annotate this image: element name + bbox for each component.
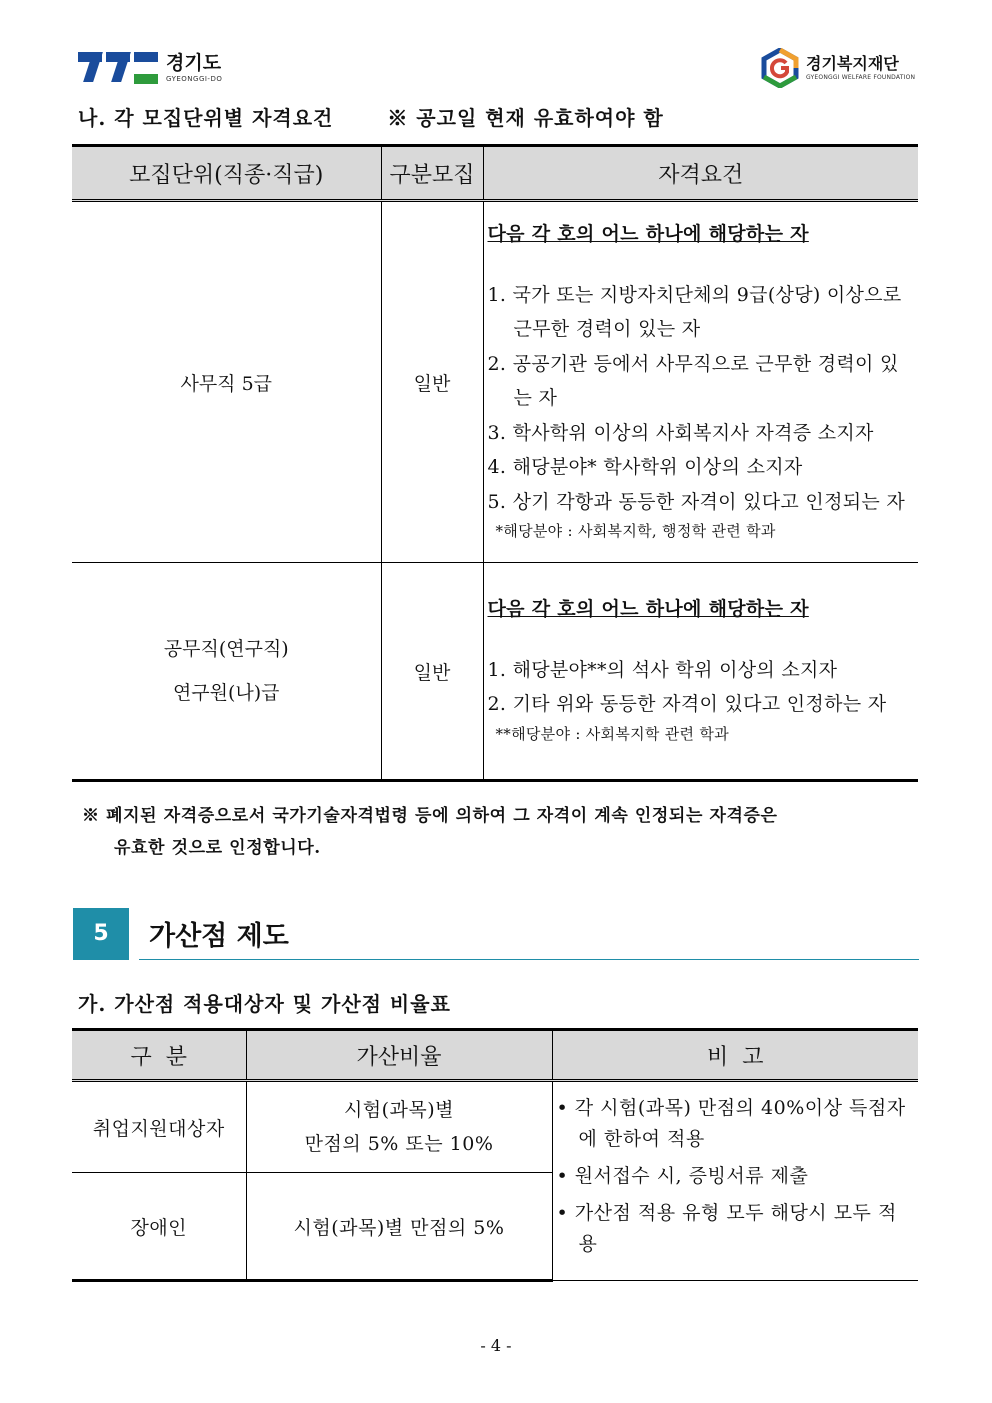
- list-item: 5. 상기 각항과 동등한 자격이 있다고 인정되는 자: [487, 490, 906, 513]
- welfare-logo-english: GYEONGGI WELFARE FOUNDATION: [806, 73, 916, 81]
- rate-line: 만점의 5% 또는 10%: [304, 1133, 494, 1155]
- list-item: 1. 국가 또는 지방자치단체의 9급(상당) 이상으로 근무한 경력이 있는 자: [487, 283, 902, 340]
- section-divider: [139, 959, 919, 960]
- welfare-foundation-logo: [760, 48, 915, 88]
- list-item: • 원서접수 시, 증빙서류 제출: [556, 1164, 809, 1187]
- rate-line: 시험(과목)별: [343, 1099, 455, 1121]
- col-header-remarks: 비 고: [552, 1030, 918, 1081]
- remarks-cell: [552, 1081, 918, 1281]
- type-cell: 일반: [381, 201, 483, 563]
- section-title: 가산점 제도: [149, 921, 289, 952]
- col-header-rate: 가산비율: [246, 1030, 552, 1081]
- rate-cell: [246, 1081, 552, 1173]
- qualification-cell: [483, 563, 918, 781]
- notice-line: 유효한 것으로 인정합니다.: [114, 838, 321, 858]
- unit-line: 연구원(나)급: [172, 682, 280, 704]
- list-item: 2. 기타 위와 동등한 자격이 있다고 인정하는 자: [487, 693, 887, 716]
- hexagon-g-icon: [760, 48, 800, 88]
- gyeonggi-symbol-icon: [78, 50, 158, 86]
- category-cell: 장애인: [72, 1173, 246, 1281]
- table-row: [72, 563, 918, 781]
- list-item: 1. 해당분야**의 석사 학위 이상의 소지자: [487, 658, 838, 681]
- table-row: [72, 201, 918, 563]
- section-number-badge: 5: [73, 908, 129, 960]
- notice-line: ※ 폐지된 자격증으로서 국가기술자격법령 등에 의하여 그 자격이 계속 인정되는 자격증은: [82, 806, 778, 826]
- col-header-type: 구분모집: [381, 146, 483, 201]
- section-5-heading: [73, 908, 919, 960]
- section-ga-title: 가. 가산점 적용대상자 및 가산점 비율표: [78, 992, 451, 1016]
- qualification-cell: [483, 201, 918, 563]
- table-header-row: [72, 146, 918, 201]
- list-item: 2. 공공기관 등에서 사무직으로 근무한 경력이 있는 자: [487, 352, 899, 409]
- list-item: 4. 해당분야* 학사학위 이상의 소지자: [487, 456, 803, 478]
- table-header-row: [72, 1030, 918, 1081]
- footnote: **해당분야 : 사회복지학 관련 학과: [495, 724, 729, 743]
- page-number: - 4 -: [480, 1336, 512, 1355]
- gyeonggi-logo-korean: 경기도: [166, 51, 222, 74]
- gyeonggi-logo-english: GYEONGGI-DO: [166, 74, 223, 83]
- section-na-title: 나. 각 모집단위별 자격요건: [78, 106, 334, 130]
- section-ga-heading: [78, 988, 451, 1017]
- qualification-intro: 다음 각 호의 어느 하나에 해당하는 자: [487, 223, 809, 245]
- table-row: [72, 1081, 918, 1173]
- unit-line: 공무직(연구직): [163, 638, 289, 660]
- qualification-table: [72, 144, 918, 782]
- certificate-notice: [82, 800, 927, 864]
- gyeonggi-do-logo: [78, 50, 222, 86]
- list-item: • 각 시험(과목) 만점의 40%이상 득점자에 한하여 적용: [556, 1096, 906, 1150]
- unit-cell: 사무직 5급: [72, 201, 381, 563]
- category-cell: 취업지원대상자: [72, 1081, 246, 1173]
- welfare-logo-korean: 경기복지재단: [806, 53, 899, 73]
- footnote: *해당분야 : 사회복지학, 행정학 관련 학과: [495, 522, 776, 540]
- section-na-note: ※ 공고일 현재 유효하여야 함: [387, 106, 664, 130]
- bonus-table: [72, 1028, 918, 1282]
- rate-cell: 시험(과목)별 만점의 5%: [246, 1173, 552, 1281]
- col-header-unit: 모집단위(직종·직급): [72, 146, 381, 201]
- type-cell: 일반: [381, 563, 483, 781]
- col-header-qualification: 자격요건: [483, 146, 918, 201]
- qualification-intro: 다음 각 호의 어느 하나에 해당하는 자: [487, 598, 809, 621]
- col-header-category: 구 분: [72, 1030, 246, 1081]
- unit-cell: [72, 563, 381, 781]
- list-item: • 가산점 적용 유형 모두 해당시 모두 적용: [556, 1201, 897, 1255]
- list-item: 3. 학사학위 이상의 사회복지사 자격증 소지자: [487, 421, 874, 444]
- section-na-heading: [78, 102, 664, 131]
